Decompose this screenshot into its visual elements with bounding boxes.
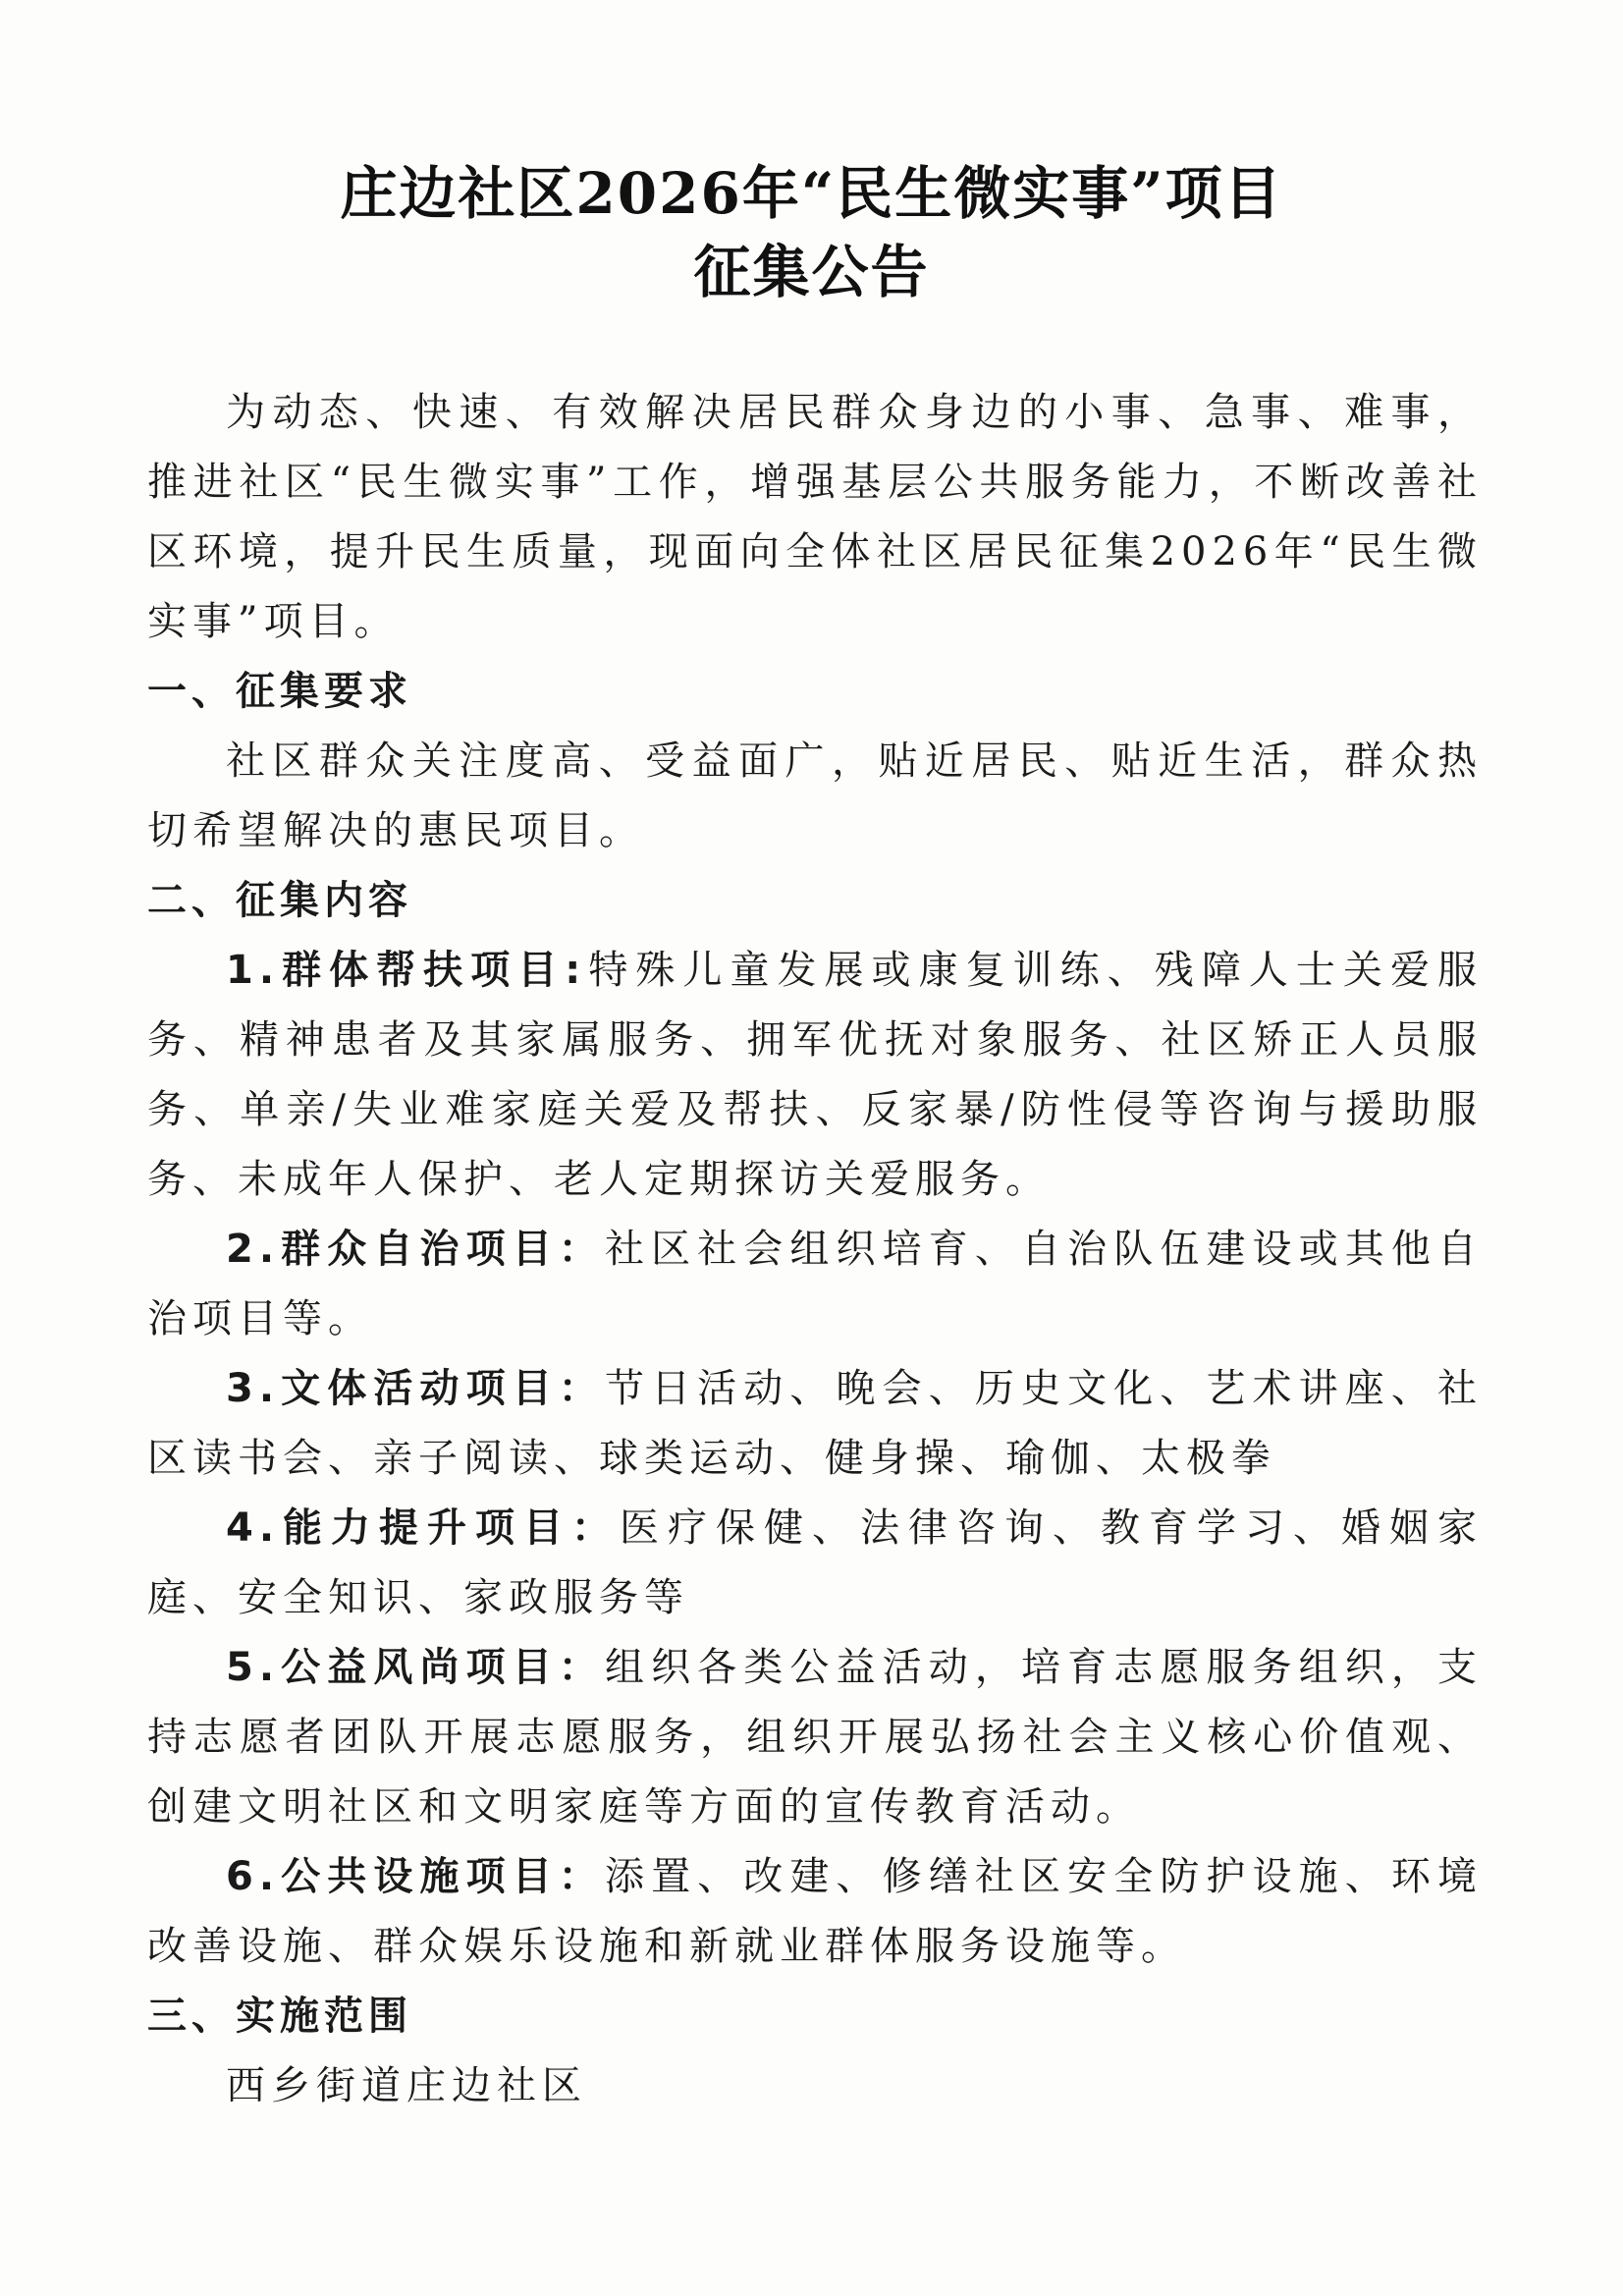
content-item-text: 社区社会组织培育、自治队伍建设或其他自治项目等。: [147, 1227, 1484, 1341]
content-item-label: 6.公共设施项目：: [226, 1854, 605, 1899]
content-item-text: 添置、改建、修缮社区安全防护设施、环境改善设施、群众娱乐设施和新就业群体服务设施等。: [147, 1854, 1484, 1969]
content-item-text: 特殊儿童发展或康复训练、残障人士关爱服务、精神患者及其家属服务、拥军优抚对象服务、社区矫正人员服务、单亲/失业难家庭关爱及帮扶、反家暴/防性侵等咨询与援助服务、未成年人保护、老人定期探访关爱服务。: [147, 948, 1484, 1202]
document-body: [147, 378, 1483, 2121]
content-item-label: 3.文体活动项目：: [226, 1366, 605, 1411]
content-item-label: 4.能力提升项目：: [226, 1505, 621, 1551]
content-item: [147, 936, 1483, 1215]
intro-paragraph: 为动态、快速、有效解决居民群众身边的小事、急事、难事，推进社区“民生微实事”工作，增强基层公共服务能力，不断改善社区环境，提升民生质量，现面向全体社区居民征集2026年“民生微实事”项目。: [147, 390, 1483, 644]
content-item-label: 2.群众自治项目：: [226, 1227, 605, 1272]
content-item-text: 组织各类公益活动，培育志愿服务组织，支持志愿者团队开展志愿服务，组织开展弘扬社会主义核心价值观、创建文明社区和文明家庭等方面的宣传教育活动。: [147, 1645, 1484, 1830]
section-heading-content: 二、征集内容: [147, 878, 412, 923]
section-heading-scope: 三、实施范围: [147, 1994, 412, 2039]
content-item: [147, 1633, 1483, 1842]
content-item-label: 5.公益风尚项目：: [226, 1645, 605, 1690]
content-item: [147, 1354, 1483, 1494]
content-item: [147, 1494, 1483, 1633]
section-heading-requirements: 一、征集要求: [147, 669, 412, 714]
content-item-text: 节日活动、晚会、历史文化、艺术讲座、社区读书会、亲子阅读、球类运动、健身操、瑜伽、太极拳: [147, 1366, 1484, 1481]
scope-paragraph: 西乡街道庄边社区: [226, 2063, 587, 2108]
content-item-text: 医疗保健、法律咨询、教育学习、婚姻家庭、安全知识、家政服务等: [147, 1505, 1484, 1620]
document-title-line2: 征集公告: [693, 239, 930, 305]
document-title-line1: 庄边社区2026年“民生微实事”项目: [340, 160, 1283, 227]
content-item-label: 1.群体帮扶项目:: [226, 948, 587, 993]
content-item: [147, 1215, 1483, 1354]
content-item: [147, 1842, 1483, 1982]
requirements-paragraph: 社区群众关注度高、受益面广，贴近居民、贴近生活，群众热切希望解决的惠民项目。: [147, 738, 1483, 853]
